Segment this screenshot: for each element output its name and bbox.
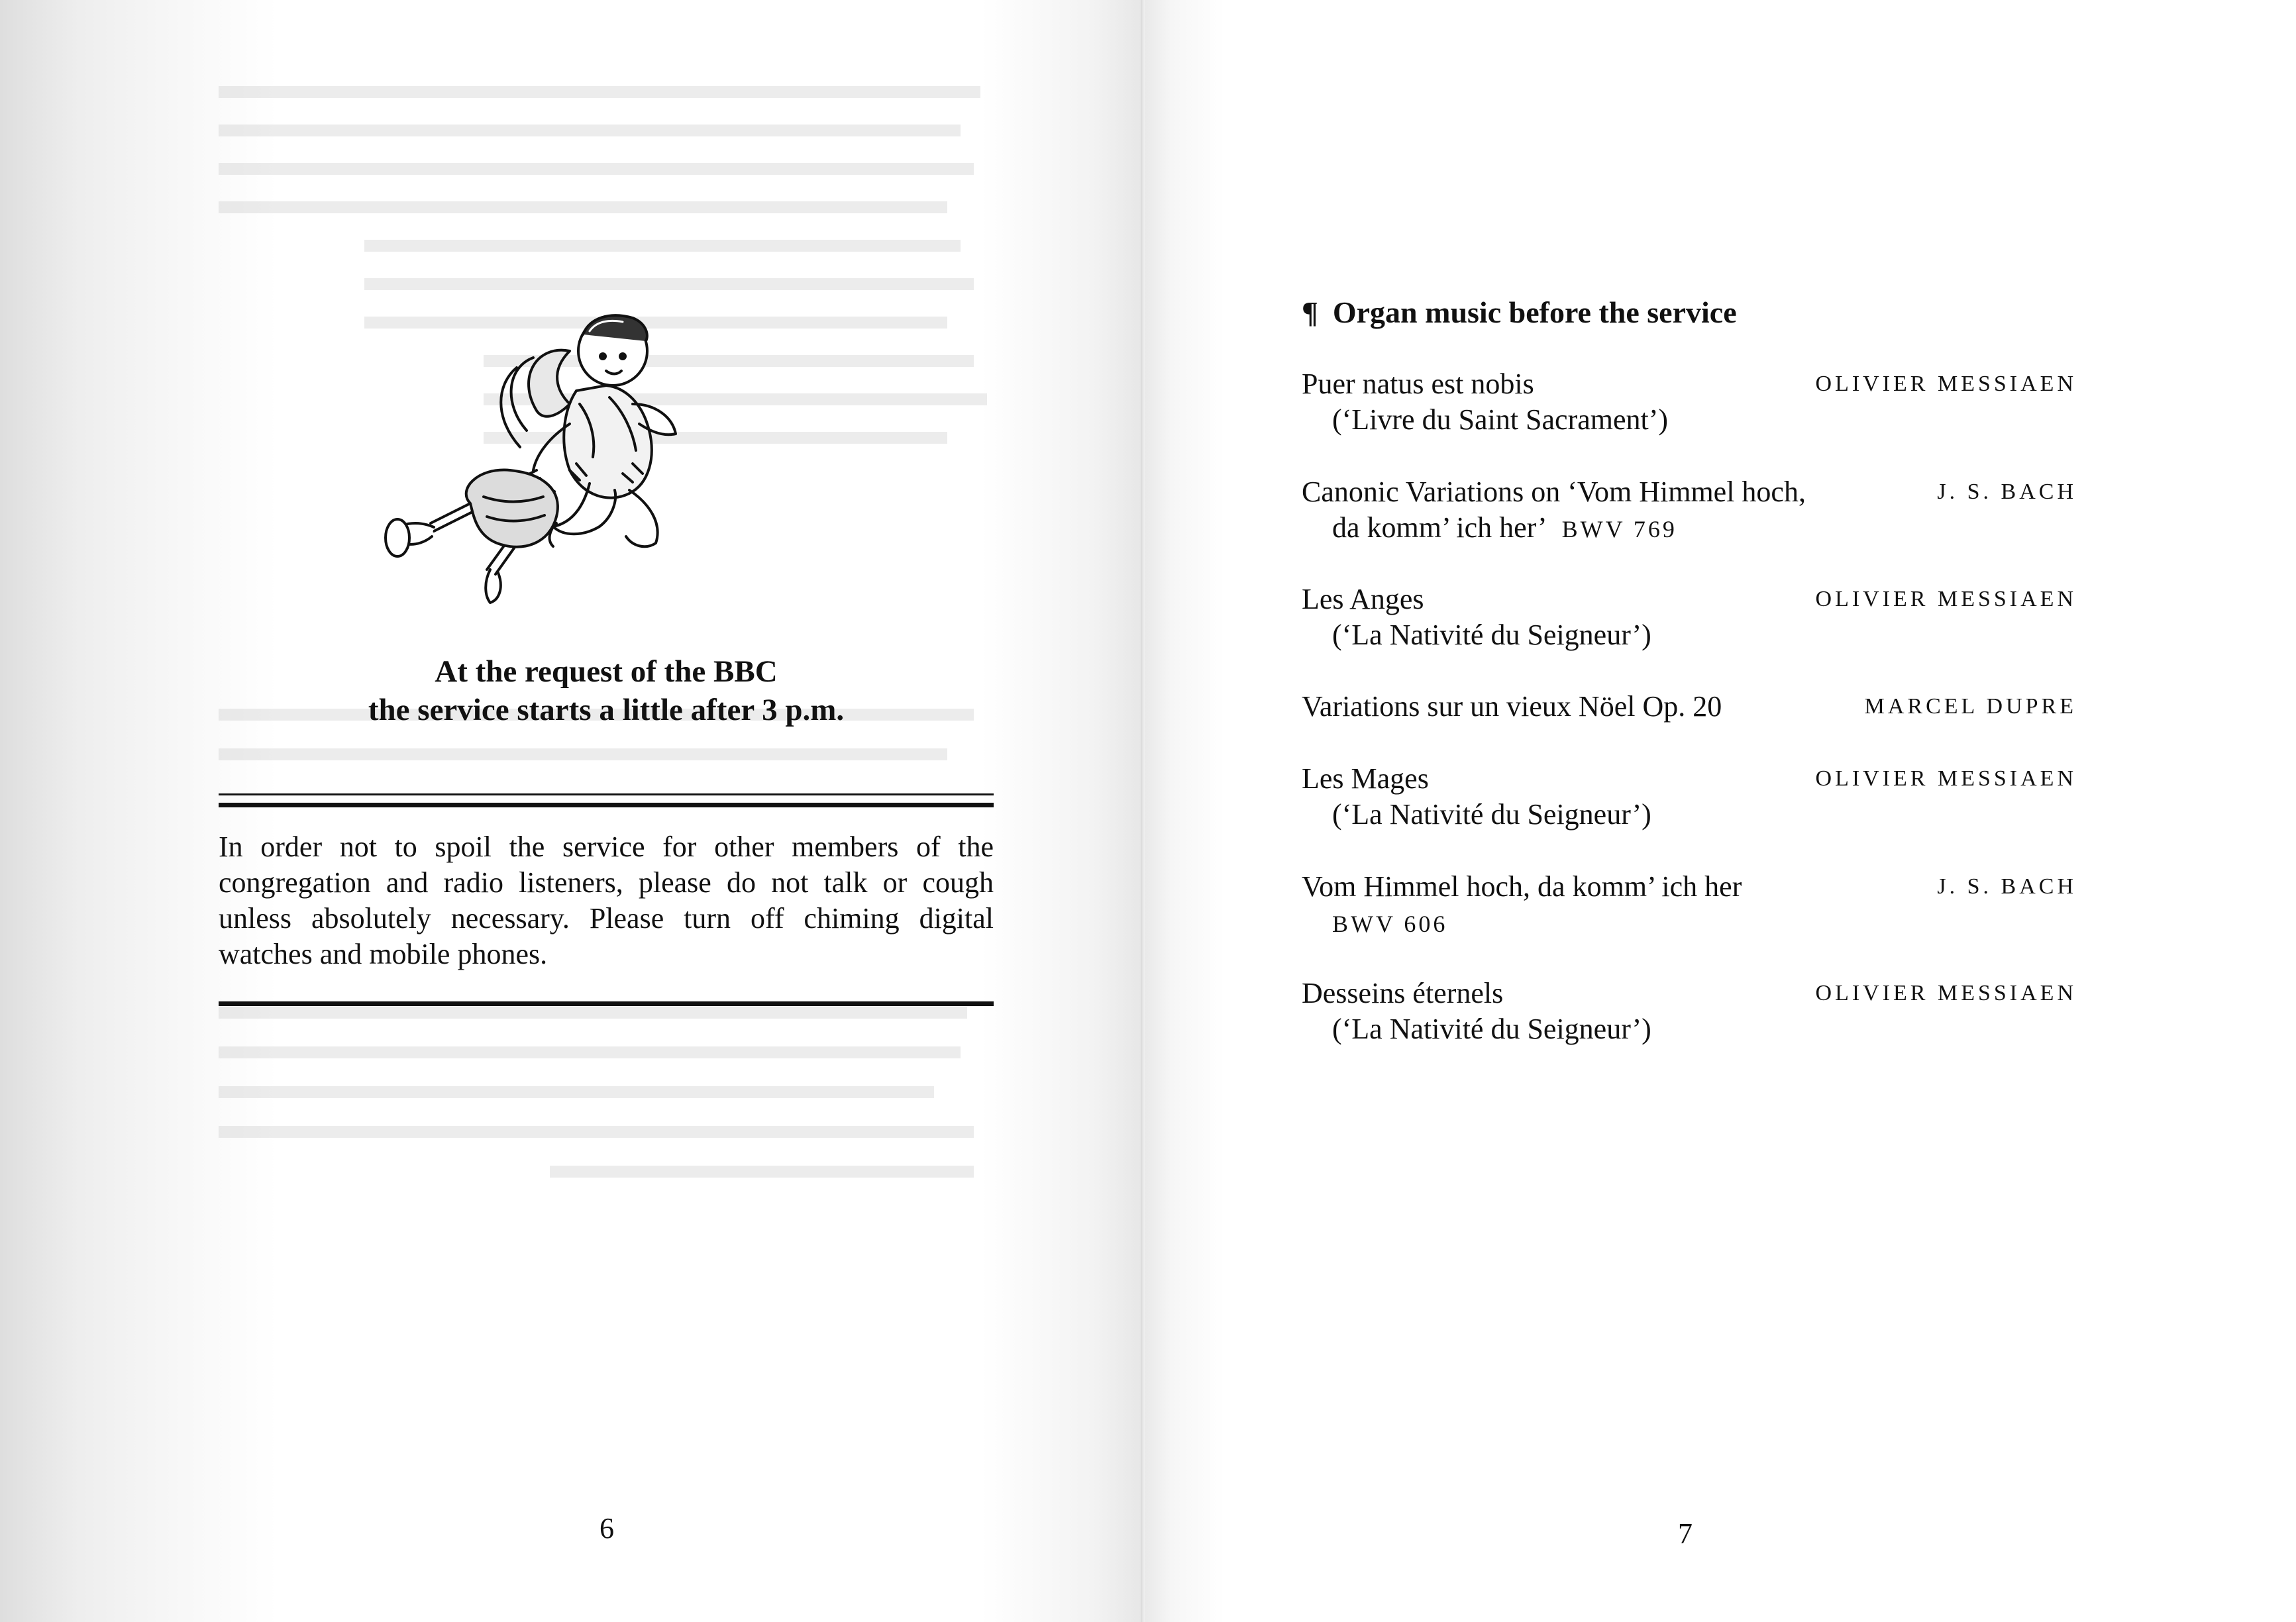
program-item — [1302, 976, 2077, 1047]
angel-icon — [371, 305, 742, 616]
piece-subtitle: (‘La Nativité du Seigneur’) — [1332, 798, 1651, 831]
piece-subtitle: (‘La Nativité du Seigneur’) — [1332, 1013, 1651, 1045]
piece-subtitle — [1302, 510, 2077, 547]
bbc-notice-line-1: At the request of the BBC — [435, 654, 778, 689]
divider-top-thick — [219, 803, 994, 807]
piece-subtitle: (‘La Nativité du Seigneur’) — [1332, 619, 1651, 651]
bleed-through-texture — [219, 79, 994, 1205]
page-number-left: 6 — [600, 1512, 614, 1545]
program-item — [1302, 689, 2077, 725]
piece-subtitle: (‘Livre du Saint Sacrament’) — [1332, 403, 1669, 436]
divider-bottom — [219, 1001, 994, 1006]
program-item — [1302, 582, 2077, 653]
composer-name: OLIVIER MESSIAEN — [1815, 981, 2077, 1005]
quiet-request-notice: In order not to spoil the service for other members of the congregation and radio listeners, please do not talk or cough unless absolutely necessary. Please turn off chiming digital watches and mobile phones. — [219, 831, 994, 970]
catalogue-number: BWV 769 — [1561, 516, 1677, 542]
program-item — [1302, 366, 2077, 438]
composer-name: MARCEL DUPRE — [1864, 694, 2077, 719]
piece-title: Puer natus est nobis — [1302, 368, 1534, 400]
composer-name: OLIVIER MESSIAEN — [1815, 372, 2077, 396]
bleed-through-lines — [219, 79, 994, 1205]
piece-title: Variations sur un vieux Nöel Op. 20 — [1302, 690, 1722, 723]
program-item — [1302, 869, 2077, 942]
composer-name: OLIVIER MESSIAEN — [1815, 587, 2077, 611]
angel-trumpet-illustration — [371, 305, 742, 616]
divider-top-thin — [219, 793, 994, 795]
program-item — [1302, 761, 2077, 833]
piece-title: Les Anges — [1302, 583, 1424, 615]
catalogue-number: BWV 606 — [1332, 911, 1448, 937]
program-heading — [1302, 295, 1737, 330]
composer-name: OLIVIER MESSIAEN — [1815, 766, 2077, 791]
bbc-notice-line-2: the service starts a little after 3 p.m. — [368, 693, 845, 727]
piece-title: Desseins éternels — [1302, 977, 1504, 1009]
piece-title: Canonic Variations on ‘Vom Himmel hoch, — [1302, 476, 1806, 508]
piece-title: Les Mages — [1302, 762, 1429, 795]
composer-name: J. S. BACH — [1937, 480, 2077, 504]
piece-subtitle — [1302, 905, 2077, 942]
piece-subtitle-text: da komm’ ich her’ — [1332, 511, 1547, 544]
left-page — [0, 0, 1145, 1622]
program-heading-text: Organ music before the service — [1332, 295, 1737, 329]
pilcrow-mark: ¶ — [1302, 295, 1318, 329]
bbc-start-time-notice — [219, 652, 994, 729]
page-number-right: 7 — [1678, 1517, 1693, 1550]
program-item — [1302, 474, 2077, 547]
composer-name: J. S. BACH — [1937, 874, 2077, 899]
piece-title: Vom Himmel hoch, da komm’ ich her — [1302, 870, 1742, 903]
